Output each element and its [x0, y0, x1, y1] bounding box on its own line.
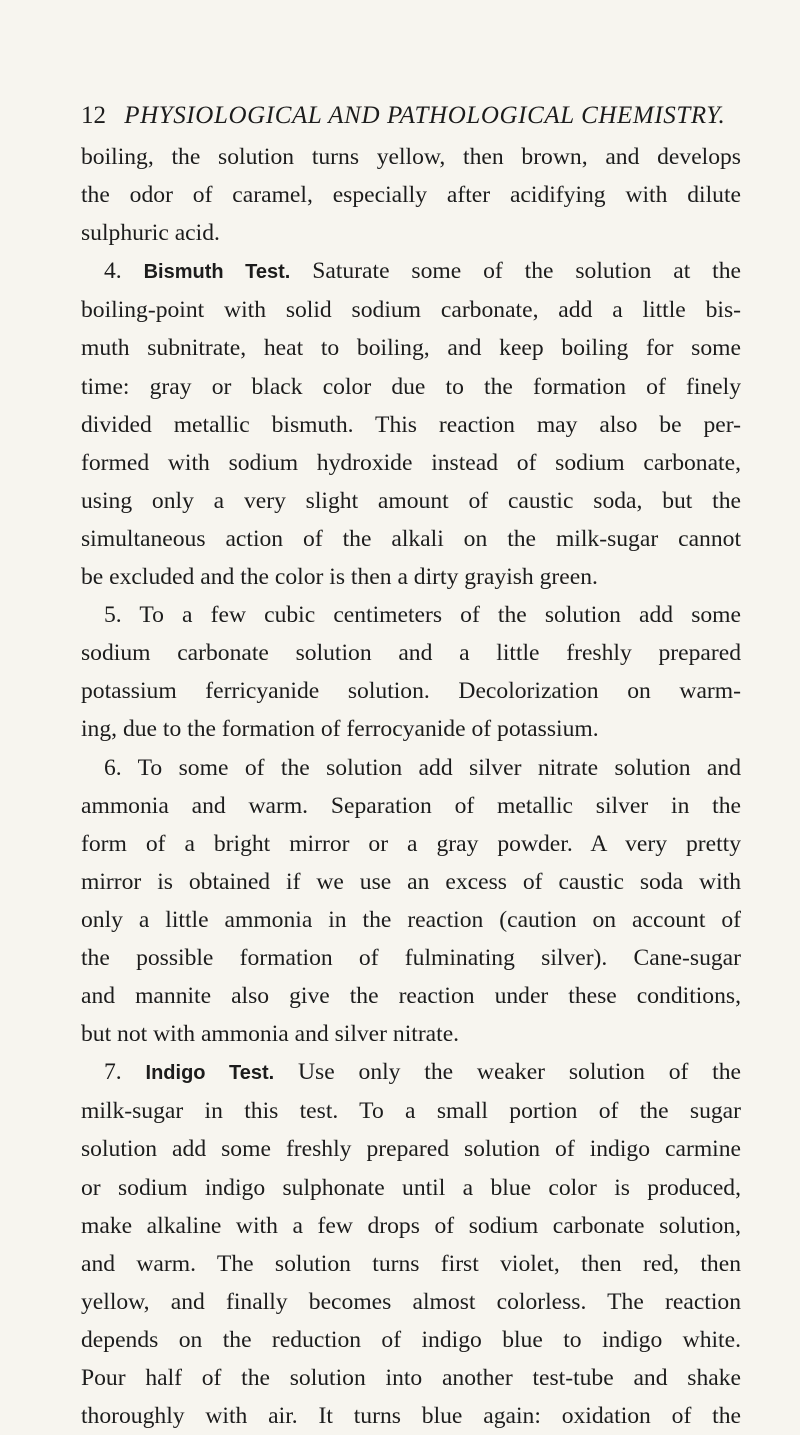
paragraph-silver-nitrate-test: [81, 749, 741, 1054]
text-line: solution add some freshly prepared solution of indigo carmine: [81, 1136, 741, 1163]
text-line: be excluded and the color is then a dirty grayish green.: [81, 564, 598, 591]
paragraph-continuation: [81, 138, 741, 252]
text-line: Pour half of the solution into another test-tube and shake: [81, 1365, 741, 1391]
text-line: the possible formation of fulminating silver). Cane-sugar: [81, 944, 741, 971]
text-line: [81, 1053, 741, 1092]
text-line: divided metallic bismuth. This reaction may also be per-: [81, 411, 741, 438]
text-line: only a little ammonia in the reaction (caution on account of: [81, 906, 741, 933]
text-line: ing, due to the formation of ferrocyanide of potassium.: [81, 716, 599, 743]
text-line: potassium ferricyanide solution. Decolorization on warm-: [81, 678, 741, 705]
paragraph-bismuth-test: [81, 252, 741, 596]
text-line: milk-sugar in this test. To a small portion of the sugar: [81, 1098, 741, 1125]
text-line: yellow, and finally becomes almost colorless. The reaction: [81, 1288, 741, 1315]
text-line: time: gray or black color due to the formation of finely: [81, 373, 741, 400]
text-line: ammonia and warm. Separation of metallic silver in the: [81, 792, 741, 819]
text-line: boiling, the solution turns yellow, then brown, and develops: [81, 144, 741, 170]
text-line: 6. To some of the solution add silver nitrate solution and: [104, 754, 741, 781]
text-line: boiling-point with solid sodium carbonate, add a little bis-: [81, 297, 741, 324]
text-line: sodium carbonate solution and a little freshly prepared: [81, 640, 741, 667]
body-text: [81, 138, 741, 1435]
text-line: simultaneous action of the alkali on the milk-sugar cannot: [81, 525, 741, 552]
paragraph-ferricyanide-test: [81, 596, 741, 748]
running-head-title: PHYSIOLOGICAL AND PATHOLOGICAL CHEMISTRY.: [124, 102, 726, 129]
page-number: 12: [81, 102, 106, 129]
text-line: the odor of caramel, especially after acidifying with dilute: [81, 182, 741, 209]
running-head: [81, 100, 741, 132]
text-line: [81, 252, 741, 291]
text-line: but not with ammonia and silver nitrate.: [81, 1021, 460, 1048]
text-line: muth subnitrate, heat to boiling, and keep boiling for some: [81, 335, 741, 362]
text-line: 5. To a few cubic centimeters of the solution add some: [104, 602, 741, 629]
text-run: Use only the weaker solution of the: [298, 1059, 741, 1086]
text-line: formed with sodium hydroxide instead of sodium carbonate,: [81, 449, 741, 476]
text-line: using only a very slight amount of caustic soda, but the: [81, 487, 741, 514]
item-number: 4.: [104, 258, 122, 285]
section-heading-indigo-test: Indigo Test.: [145, 1062, 275, 1085]
text-line: depends on the reduction of indigo blue to indigo white.: [81, 1326, 741, 1353]
text-run: Saturate some of the solution at the: [312, 258, 741, 285]
text-line: make alkaline with a few drops of sodium carbonate solution,: [81, 1212, 741, 1239]
text-line: mirror is obtained if we use an excess of caustic soda with: [81, 868, 741, 895]
section-heading-bismuth-test: Bismuth Test.: [143, 261, 291, 284]
text-line: and warm. The solution turns first violet, then red, then: [81, 1250, 741, 1277]
text-line: or sodium indigo sulphonate until a blue color is produced,: [81, 1174, 741, 1201]
paragraph-indigo-test: [81, 1053, 741, 1435]
item-number: 7.: [104, 1059, 122, 1086]
text-line: and mannite also give the reaction under these conditions,: [81, 983, 741, 1010]
text-line: thoroughly with air. It turns blue again: oxidation of the: [81, 1403, 741, 1430]
text-line: sulphuric acid.: [81, 220, 220, 247]
text-line: form of a bright mirror or a gray powder. A very pretty: [81, 830, 741, 857]
